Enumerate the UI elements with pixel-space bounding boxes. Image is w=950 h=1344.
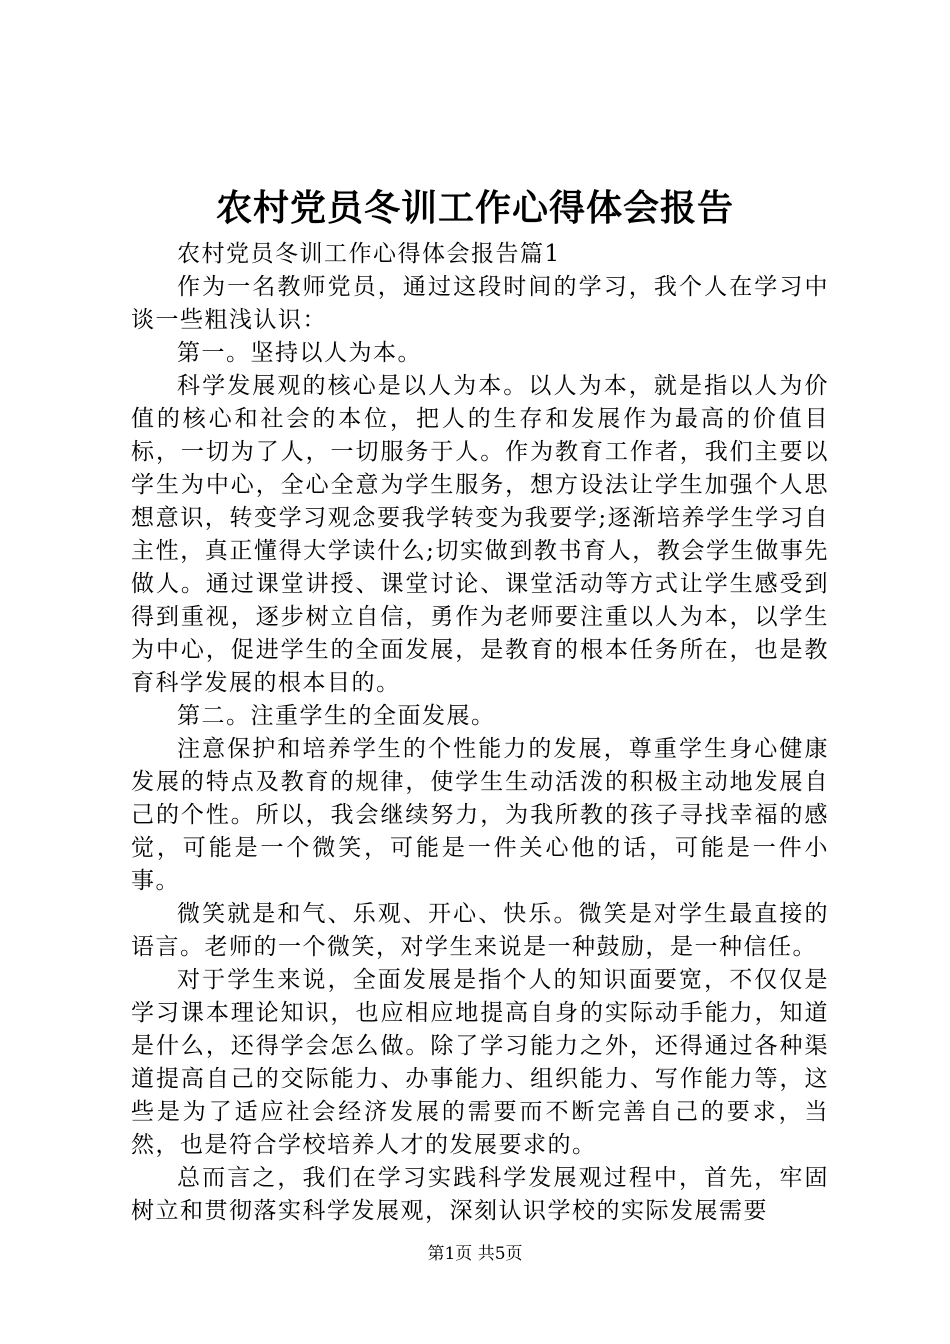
document-body — [131, 238, 829, 1228]
section-heading-2: 第二。注重学生的全面发展。 — [177, 703, 496, 729]
paragraph: 微笑就是和气、乐观、开心、快乐。微笑是对学生最直接的语言。老师的一个微笑，对学生来说是一种鼓励，是一种信任。 — [131, 901, 829, 960]
page-number-footer: 第1页 共5页 — [427, 1244, 523, 1264]
paragraph: 作为一名教师党员，通过这段时间的学习，我个人在学习中谈一些粗浅认识： — [131, 274, 829, 333]
document-title: 农村党员冬训工作心得体会报告 — [215, 187, 734, 229]
paragraph: 注意保护和培养学生的个性能力的发展，尊重学生身心健康发展的特点及教育的规律，使学生生动活泼的积极主动地发展自己的个性。所以，我会继续努力，为我所教的孩子寻找幸福的感觉，可能是一个微笑，可能是一件关心他的话，可能是一件小事。 — [131, 736, 829, 894]
paragraph: 对于学生来说，全面发展是指个人的知识面要宽，不仅仅是学习课本理论知识，也应相应地提高自身的实际动手能力，知道是什么，还得学会怎么做。除了学习能力之外，还得通过各种渠道提高自己的交际能力、办事能力、组织能力、写作能力等，这些是为了适应社会经济发展的需要而不断完善自己的要求，当然，也是符合学校培养人才的发展要求的。 — [131, 967, 829, 1158]
paragraph: 总而言之，我们在学习实践科学发展观过程中，首先，牢固树立和贯彻落实科学发展观，深刻认识学校的实际发展需要 — [131, 1165, 829, 1224]
paragraph-subtitle: 农村党员冬训工作心得体会报告篇1 — [177, 241, 561, 267]
paragraph: 科学发展观的核心是以人为本。以人为本，就是指以人为价值的核心和社会的本位，把人的生存和发展作为最高的价值目标，一切为了人，一切服务于人。作为教育工作者，我们主要以学生为中心，全心全意为学生服务，想方设法让学生加强个人思想意识，转变学习观念要我学转变为我要学;逐渐培养学生学习自主性，真正懂得大学读什么;切实做到教书育人，教会学生做事先做人。通过课堂讲授、课堂讨论、课堂活动等方式让学生感受到得到重视，逐步树立自信，勇作为老师要注重以人为本，以学生为中心，促进学生的全面发展，是教育的根本任务所在，也是教育科学发展的根本目的。 — [131, 373, 829, 696]
section-heading-1: 第一。坚持以人为本。 — [177, 340, 422, 366]
